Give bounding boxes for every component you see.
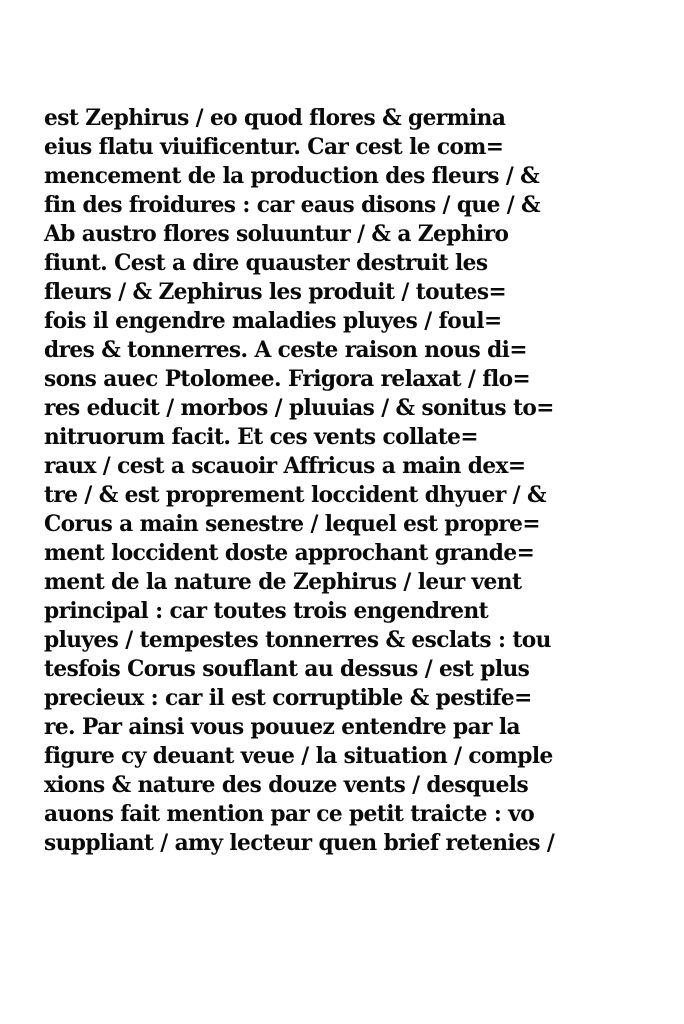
text-line: fin des froidures : car eaus disons / que / & xyxy=(44,192,541,218)
text-line: suppliant / amy lecteur quen brief retenies / xyxy=(44,830,555,856)
text-line: pluyes / tempestes tonnerres & esclats : tou xyxy=(44,627,551,653)
text-line: ment de la nature de Zephirus / leur vent xyxy=(44,569,522,595)
text-line: est Zephirus / eo quod flores & germina xyxy=(44,105,506,131)
text-line: figure cy deuant veue / la situation / comple xyxy=(44,743,553,769)
text-line: raux / cest a scauoir Affricus a main dex= xyxy=(44,453,526,479)
text-line: fleurs / & Zephirus les produit / toutes= xyxy=(44,279,507,305)
text-line: xions & nature des douze vents / desquels xyxy=(44,772,529,798)
text-line: Ab austro flores soluuntur / & a Zephiro xyxy=(44,221,509,247)
text-line: re. Par ainsi vous pouuez entendre par la xyxy=(44,714,520,740)
text-line: mencement de la production des fleurs / & xyxy=(44,163,540,189)
text-line: nitruorum facit. Et ces vents collate= xyxy=(44,424,478,450)
text-line: eius flatu viuificentur. Car cest le com= xyxy=(44,134,504,160)
text-line: tre / & est proprement loccident dhyuer / & xyxy=(44,482,546,508)
text-line: dres & tonnerres. A ceste raison nous di= xyxy=(44,337,527,363)
text-line: Corus a main senestre / lequel est propre= xyxy=(44,511,540,537)
text-line: auons fait mention par ce petit traicte : vo xyxy=(44,801,535,827)
body-text xyxy=(44,104,604,858)
text-line: sons auec Ptolomee. Frigora relaxat / flo= xyxy=(44,366,531,392)
text-line: principal : car toutes trois engendrent xyxy=(44,598,489,624)
text-line: tesfois Corus souflant au dessus / est plus xyxy=(44,656,530,682)
text-line: fiunt. Cest a dire quauster destruit les xyxy=(44,250,488,276)
text-line: res educit / morbos / pluuias / & sonitus to= xyxy=(44,395,554,421)
text-line: precieux : car il est corruptible & pestife= xyxy=(44,685,532,711)
text-line: ment loccident doste approchant grande= xyxy=(44,540,535,566)
text-line: fois il engendre maladies pluyes / foul= xyxy=(44,308,502,334)
